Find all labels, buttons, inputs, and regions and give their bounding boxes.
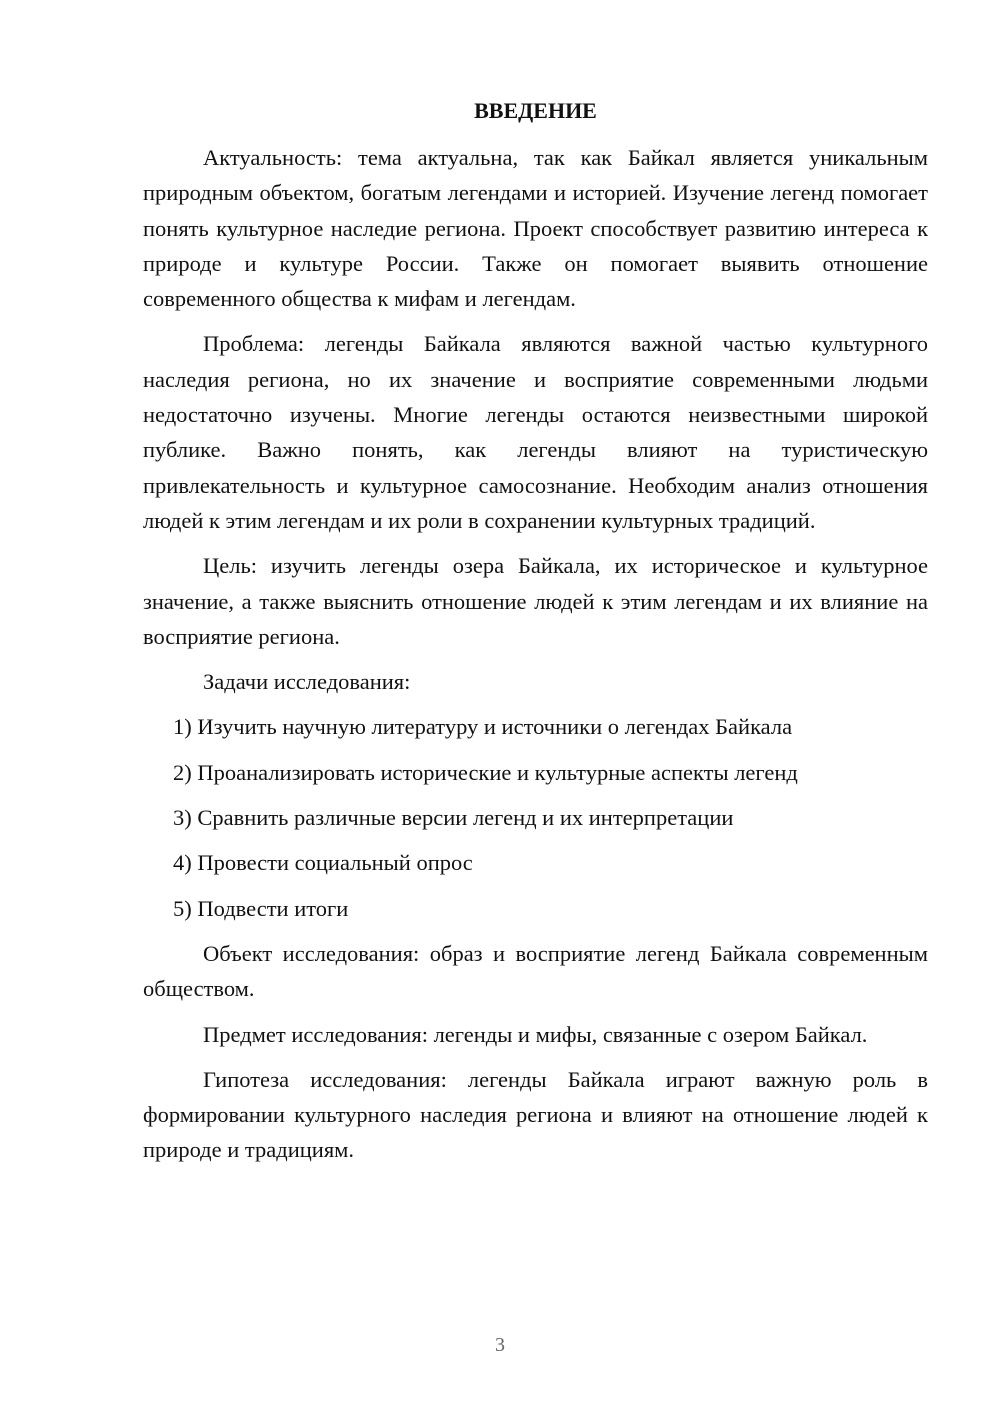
task-item: 2) Проанализировать исторические и культурные аспекты легенд — [173, 759, 798, 785]
subject-paragraph: Предмет исследования: легенды и мифы, связанные с озером Байкал. — [203, 1021, 868, 1047]
task-item: 5) Подвести итоги — [173, 895, 349, 921]
relevance-paragraph: Актуальность: тема актуальна, так как Байкал является уникальным природным объектом, богатым легендами и историей. Изучение легенд помогает понять культурное наследие региона. Проект способствует развитию интереса к природе и культуре России. Также он помогает выявить отношение современного общества к мифам и легендам. — [143, 145, 928, 312]
object-paragraph: Объект исследования: образ и восприятие легенд Байкала современным обществом. — [143, 940, 928, 1002]
section-heading: ВВЕДЕНИЕ — [474, 98, 597, 123]
tasks-list — [143, 709, 928, 925]
goal-paragraph: Цель: изучить легенды озера Байкала, их историческое и культурное значение, а также выяснить отношение людей к этим легендам и их влияние на восприятие региона. — [143, 553, 928, 649]
hypothesis-paragraph: Гипотеза исследования: легенды Байкала играют важную роль в формировании культурного наследия региона и влияют на отношение людей к природе и традициям. — [143, 1066, 928, 1163]
page-number: 3 — [495, 1334, 505, 1356]
task-item: 4) Провести социальный опрос — [173, 850, 473, 876]
task-item: 1) Изучить научную литературу и источники о легендах Байкала — [173, 714, 793, 740]
tasks-title: Задачи исследования: — [203, 669, 411, 695]
task-item: 3) Сравнить различные версии легенд и их интерпретации — [173, 805, 734, 831]
document-body — [143, 140, 928, 1168]
problem-paragraph: Проблема: легенды Байкала являются важной частью культурного наследия региона, но их значение и восприятие современными людьми недостаточно изучены. Многие легенды остаются неизвестными широкой публике. Важно понять, как легенды влияют на туристическую привлекательность и культурное самосознание. Необходим анализ отношения людей к этим легендам и их роли в сохранении культурных традиций. — [143, 331, 928, 533]
